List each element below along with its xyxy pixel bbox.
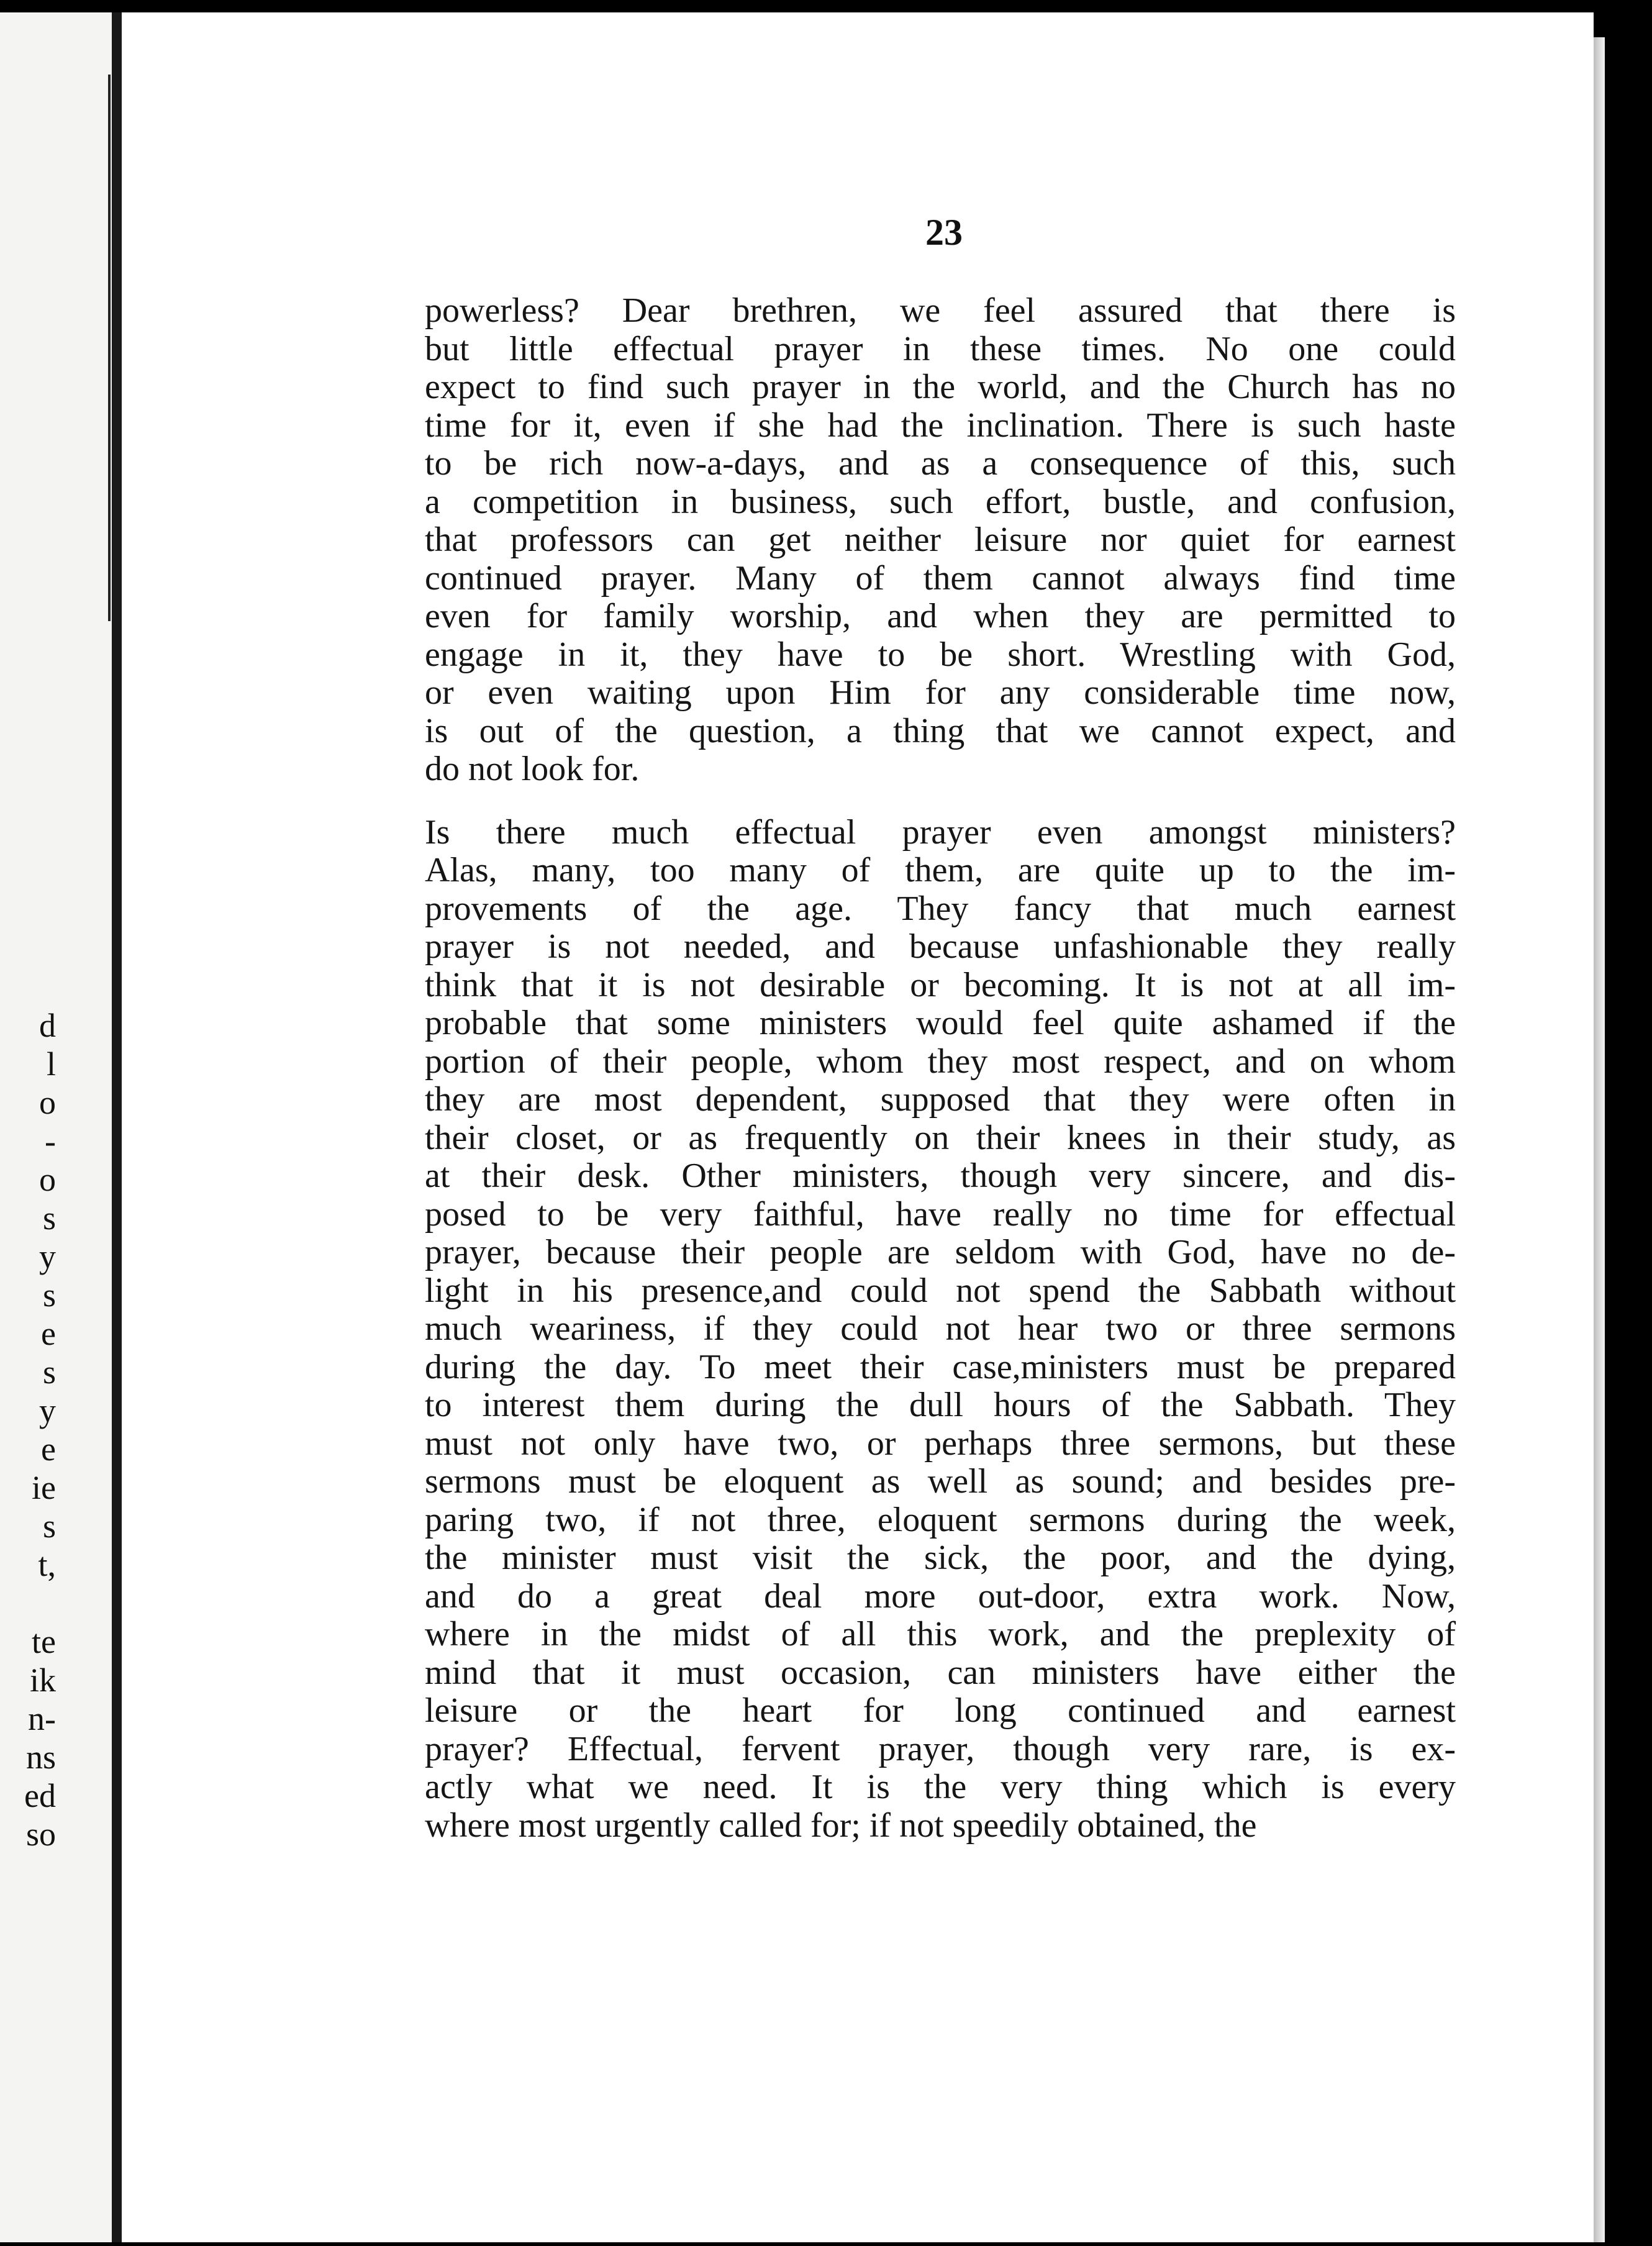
left-fragment-line: y <box>39 1392 56 1429</box>
text-line: prayer? Effectual, fervent prayer, though very rare, is ex- <box>425 1729 1456 1768</box>
left-fragment-line: ed <box>24 1777 56 1814</box>
left-fragment-line: o <box>39 1084 56 1121</box>
text-line: paring two, if not three, eloquent sermons during the week, <box>425 1500 1456 1539</box>
left-fragment-line: e <box>41 1430 56 1468</box>
text-line: light in his presence,and could not spend the Sabbath without <box>425 1271 1456 1310</box>
text-line: during the day. To meet their case,ministers must be prepared <box>425 1347 1456 1386</box>
text-line: is out of the question, a thing that we cannot expect, and <box>425 711 1456 750</box>
left-page-rule <box>108 75 111 621</box>
paragraph <box>425 292 1456 789</box>
left-fragment-line: d <box>39 1007 56 1044</box>
text-line: engage in it, they have to be short. Wrestling with God, <box>425 635 1456 674</box>
left-fragment-line: n- <box>28 1700 56 1737</box>
book-gutter <box>112 12 122 2242</box>
text-line: actly what we need. It is the very thing which is every <box>425 1768 1456 1806</box>
text-line: powerless? Dear brethren, we feel assured that there is <box>425 291 1456 330</box>
left-fragment-line <box>0 1584 56 1622</box>
text-line: do not look for. <box>425 750 640 788</box>
text-line: leisure or the heart for long continued and earnest <box>425 1691 1456 1730</box>
text-line: Alas, many, too many of them, are quite up to the im- <box>425 851 1456 889</box>
text-line: a competition in business, such effort, bustle, and confusion, <box>425 482 1456 521</box>
text-line: to interest them during the dull hours of the Sabbath. They <box>425 1386 1456 1424</box>
left-page-text-fragments <box>0 1006 56 1853</box>
left-fragment-line: - <box>45 1122 56 1160</box>
left-fragment-line: ik <box>29 1662 56 1699</box>
left-fragment-line: y <box>39 1238 56 1275</box>
text-line: their closet, or as frequently on their knees in their study, as <box>425 1118 1456 1157</box>
text-line: expect to find such prayer in the world, and the Church has no <box>425 368 1456 406</box>
text-line: to be rich now-a-days, and as a consequence of this, such <box>425 444 1456 483</box>
text-line: much weariness, if they could not hear two or three sermons <box>425 1309 1456 1348</box>
text-line: prayer is not needed, and because unfashionable they really <box>425 927 1456 966</box>
page-edge <box>1594 37 1605 2242</box>
left-fragment-line: s <box>42 1507 56 1545</box>
page-body-text <box>425 292 1456 1845</box>
text-line: and do a great deal more out-door, extra work. Now, <box>425 1576 1456 1616</box>
text-line: time for it, even if she had the inclination. There is such haste <box>425 406 1456 445</box>
text-line: prayer, because their people are seldom with God, have no de- <box>425 1233 1456 1271</box>
text-line: Is there much effectual prayer even amongst ministers? <box>425 812 1456 852</box>
text-line: portion of their people, whom they most respect, and on whom <box>425 1042 1456 1081</box>
left-fragment-line: s <box>42 1276 56 1314</box>
text-line: provements of the age. They fancy that much earnest <box>425 889 1456 928</box>
left-fragment-line: ie <box>32 1469 56 1506</box>
left-fragment-line: s <box>42 1199 56 1237</box>
text-line: or even waiting upon Him for any considerable time now, <box>425 673 1456 712</box>
text-line: even for family worship, and when they are permitted to <box>425 597 1456 635</box>
left-fragment-line: l <box>46 1045 56 1083</box>
text-line: but little effectual prayer in these times. No one could <box>425 329 1456 368</box>
page-number: 23 <box>925 212 963 253</box>
text-line: that professors can get neither leisure nor quiet for earnest <box>425 521 1456 559</box>
text-line: the minister must visit the sick, the poor, and the dying, <box>425 1539 1456 1577</box>
text-line: probable that some ministers would feel quite ashamed if the <box>425 1004 1456 1042</box>
text-line: at their desk. Other ministers, though very sincere, and dis- <box>425 1157 1456 1195</box>
left-fragment-line: so <box>25 1816 56 1853</box>
text-line: posed to be very faithful, have really no time for effectual <box>425 1194 1456 1234</box>
left-fragment-line: te <box>32 1623 56 1660</box>
left-fragment-line: s <box>42 1353 56 1391</box>
text-line: where most urgently called for; if not speedily obtained, the <box>425 1806 1257 1845</box>
left-fragment-line: o <box>39 1161 56 1198</box>
paragraph <box>425 814 1456 1845</box>
text-line: they are most dependent, supposed that they were often in <box>425 1080 1456 1119</box>
left-fragment-line: e <box>41 1315 56 1352</box>
text-line: where in the midst of all this work, and the preplexity of <box>425 1615 1456 1653</box>
left-fragment-line: ns <box>25 1739 56 1776</box>
text-line: sermons must be eloquent as well as sound; and besides pre- <box>425 1462 1456 1501</box>
text-line: think that it is not desirable or becoming. It is not at all im- <box>425 965 1456 1004</box>
left-fragment-line: t, <box>38 1546 56 1583</box>
text-line: mind that it must occasion, can ministers have either the <box>425 1653 1456 1692</box>
text-line: must not only have two, or perhaps three sermons, but these <box>425 1424 1456 1463</box>
text-line: continued prayer. Many of them cannot always find time <box>425 558 1456 598</box>
